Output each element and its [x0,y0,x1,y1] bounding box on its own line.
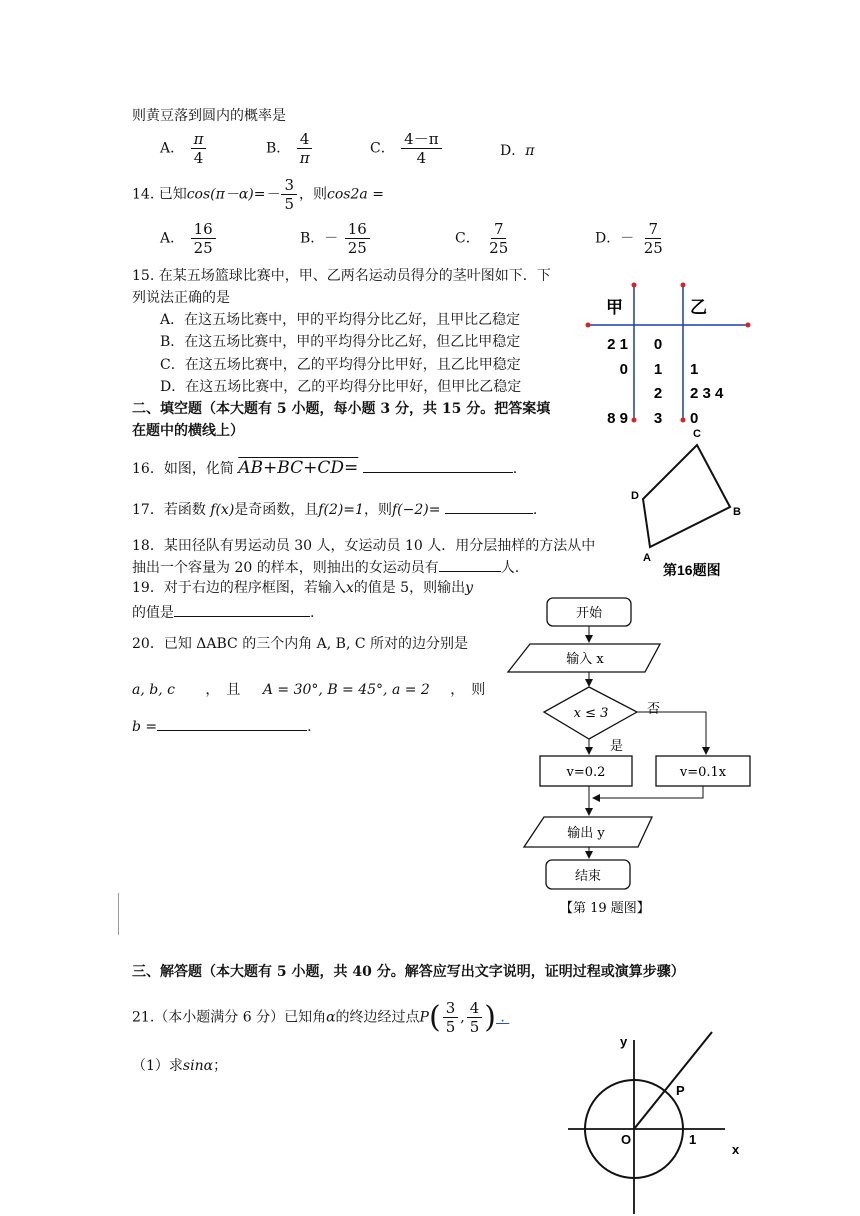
figure-21 [560,1028,750,1214]
flowchart-19 [500,592,770,922]
margin-mark [118,893,119,935]
q13-option-a: A． $\frac{\pi}{4}$ [160,130,208,167]
svg-text:开始: 开始 [575,606,603,621]
q14-option-c: C． $\frac{7}{25}$ [455,220,509,257]
svg-text:2 1: 2 1 [607,336,628,353]
svg-text:否: 否 [647,702,661,717]
q20-answer-blank[interactable] [157,730,307,731]
q17: 17．若函数 f(x)是奇函数，且f(2)=1，则f(−2)= . [132,502,538,518]
q14-stem: 14. 已知cos(π－α)=－ $\frac{3}{5}$ ，则cos2a = [132,176,384,213]
q21-part1: （1）求sinα； [132,1058,228,1074]
q15-line1: 15. 在某五场篮球比赛中，甲、乙两名运动员得分的茎叶图如下．下 [132,268,551,284]
svg-text:0: 0 [690,410,699,427]
section2-heading-1: 二、填空题（本大题有 5 小题，每小题 3 分，共 15 分。把答案填 [132,401,551,417]
flowchart-caption: 【第 19 题图】 [560,901,650,916]
stem-head-yi: 乙 [690,298,707,317]
svg-text:C: C [693,428,701,440]
q13-option-c: C． $\frac{4-\pi}{4}$ [370,130,444,167]
svg-text:8 9: 8 9 [607,410,628,427]
q15-option-a: A．在这五场比赛中，甲的平均得分比乙好，且甲比乙稳定 [160,312,521,328]
q19-line2: 的值是 . [132,605,315,621]
q20-line3: b = . [132,719,312,735]
section2-heading-2: 在题中的横线上） [132,423,244,439]
q18-line1: 18．某田径队有男运动员 30 人，女运动员 10 人．用分层抽样的方法从中 [132,538,596,554]
svg-text:2 3 4: 2 3 4 [690,385,724,402]
q15-option-b: B．在这五场比赛中，甲的平均得分比乙好，但乙比甲稳定 [160,334,521,350]
q13-option-b: B． $\frac{4}{\pi}$ [266,130,315,167]
q13-text: 则黄豆落到圆内的概率是 [132,108,286,124]
svg-text:1: 1 [690,361,699,378]
q18-answer-blank[interactable] [439,571,501,572]
q16-answer-blank[interactable] [363,472,513,473]
stem-leaf-plot [580,280,760,430]
svg-text:v=0.2: v=0.2 [566,765,606,780]
svg-text:y: y [620,1034,628,1049]
q15-line2: 列说法正确的是 [132,290,230,306]
q16: 16．如图，化简 AB+BC+CD= . [132,458,518,478]
svg-text:O: O [621,1132,632,1147]
figure-16-caption: 第16题图 [663,562,721,578]
q18-line2: 抽出一个容量为 20 的样本，则抽出的女运动员有 人. [132,560,520,576]
svg-text:D: D [631,490,639,502]
svg-text:A: A [643,552,651,564]
q20-line1: 20．已知 ΔABC 的三个内角 A, B, C 所对的边分别是 [132,636,469,652]
svg-text:x ≤ 3: x ≤ 3 [573,706,609,721]
figure-16 [625,425,755,585]
q14-option-b: B．－ $\frac{16}{25}$ [300,220,372,257]
q15-option-d: D．在这五场比赛中，乙的平均得分比甲好，但甲比乙稳定 [160,379,522,395]
q19-answer-blank[interactable] [174,616,310,617]
svg-text:v=0.1x: v=0.1x [679,765,727,780]
svg-text:输出 y: 输出 y [567,826,605,841]
q15-option-c: C．在这五场比赛中，乙的平均得分比甲好，且乙比甲稳定 [160,357,521,373]
q14-option-d: D．－ $\frac{7}{25}$ [595,220,663,257]
svg-text:1: 1 [689,1132,697,1147]
q13-option-d: D．π [500,143,535,159]
svg-text:输入 x: 输入 x [566,652,604,667]
stem-head-jia: 甲 [606,298,623,317]
svg-text:P: P [676,1083,685,1098]
svg-text:是: 是 [610,739,624,754]
section3-heading: 三、解答题（本大题有 5 小题，共 40 分。解答应写出文字说明，证明过程或演算步骤） [132,964,685,980]
q21: 21.（本小题满分 6 分）已知角α的终边经过点P( $\frac{3}{5}$ , $\frac{4}{5}$ ) . [132,999,510,1036]
svg-text:结束: 结束 [574,869,602,884]
q14-option-a: A． $\frac{16}{25}$ [160,220,218,257]
svg-text:3: 3 [653,410,663,427]
svg-text:0: 0 [619,361,628,378]
svg-text:0: 0 [653,336,663,353]
q20-line2: a, b, c ， 且 A = 30°, B = 45°, a = 2 ， 则 [132,682,486,698]
svg-text:x: x [732,1142,740,1157]
svg-text:1: 1 [653,361,663,378]
svg-text:B: B [733,506,741,518]
q17-answer-blank[interactable] [445,513,533,514]
svg-text:2: 2 [653,385,663,402]
q19-line1: 19．对于右边的程序框图，若输入x的值是 5，则输出y [132,580,474,596]
